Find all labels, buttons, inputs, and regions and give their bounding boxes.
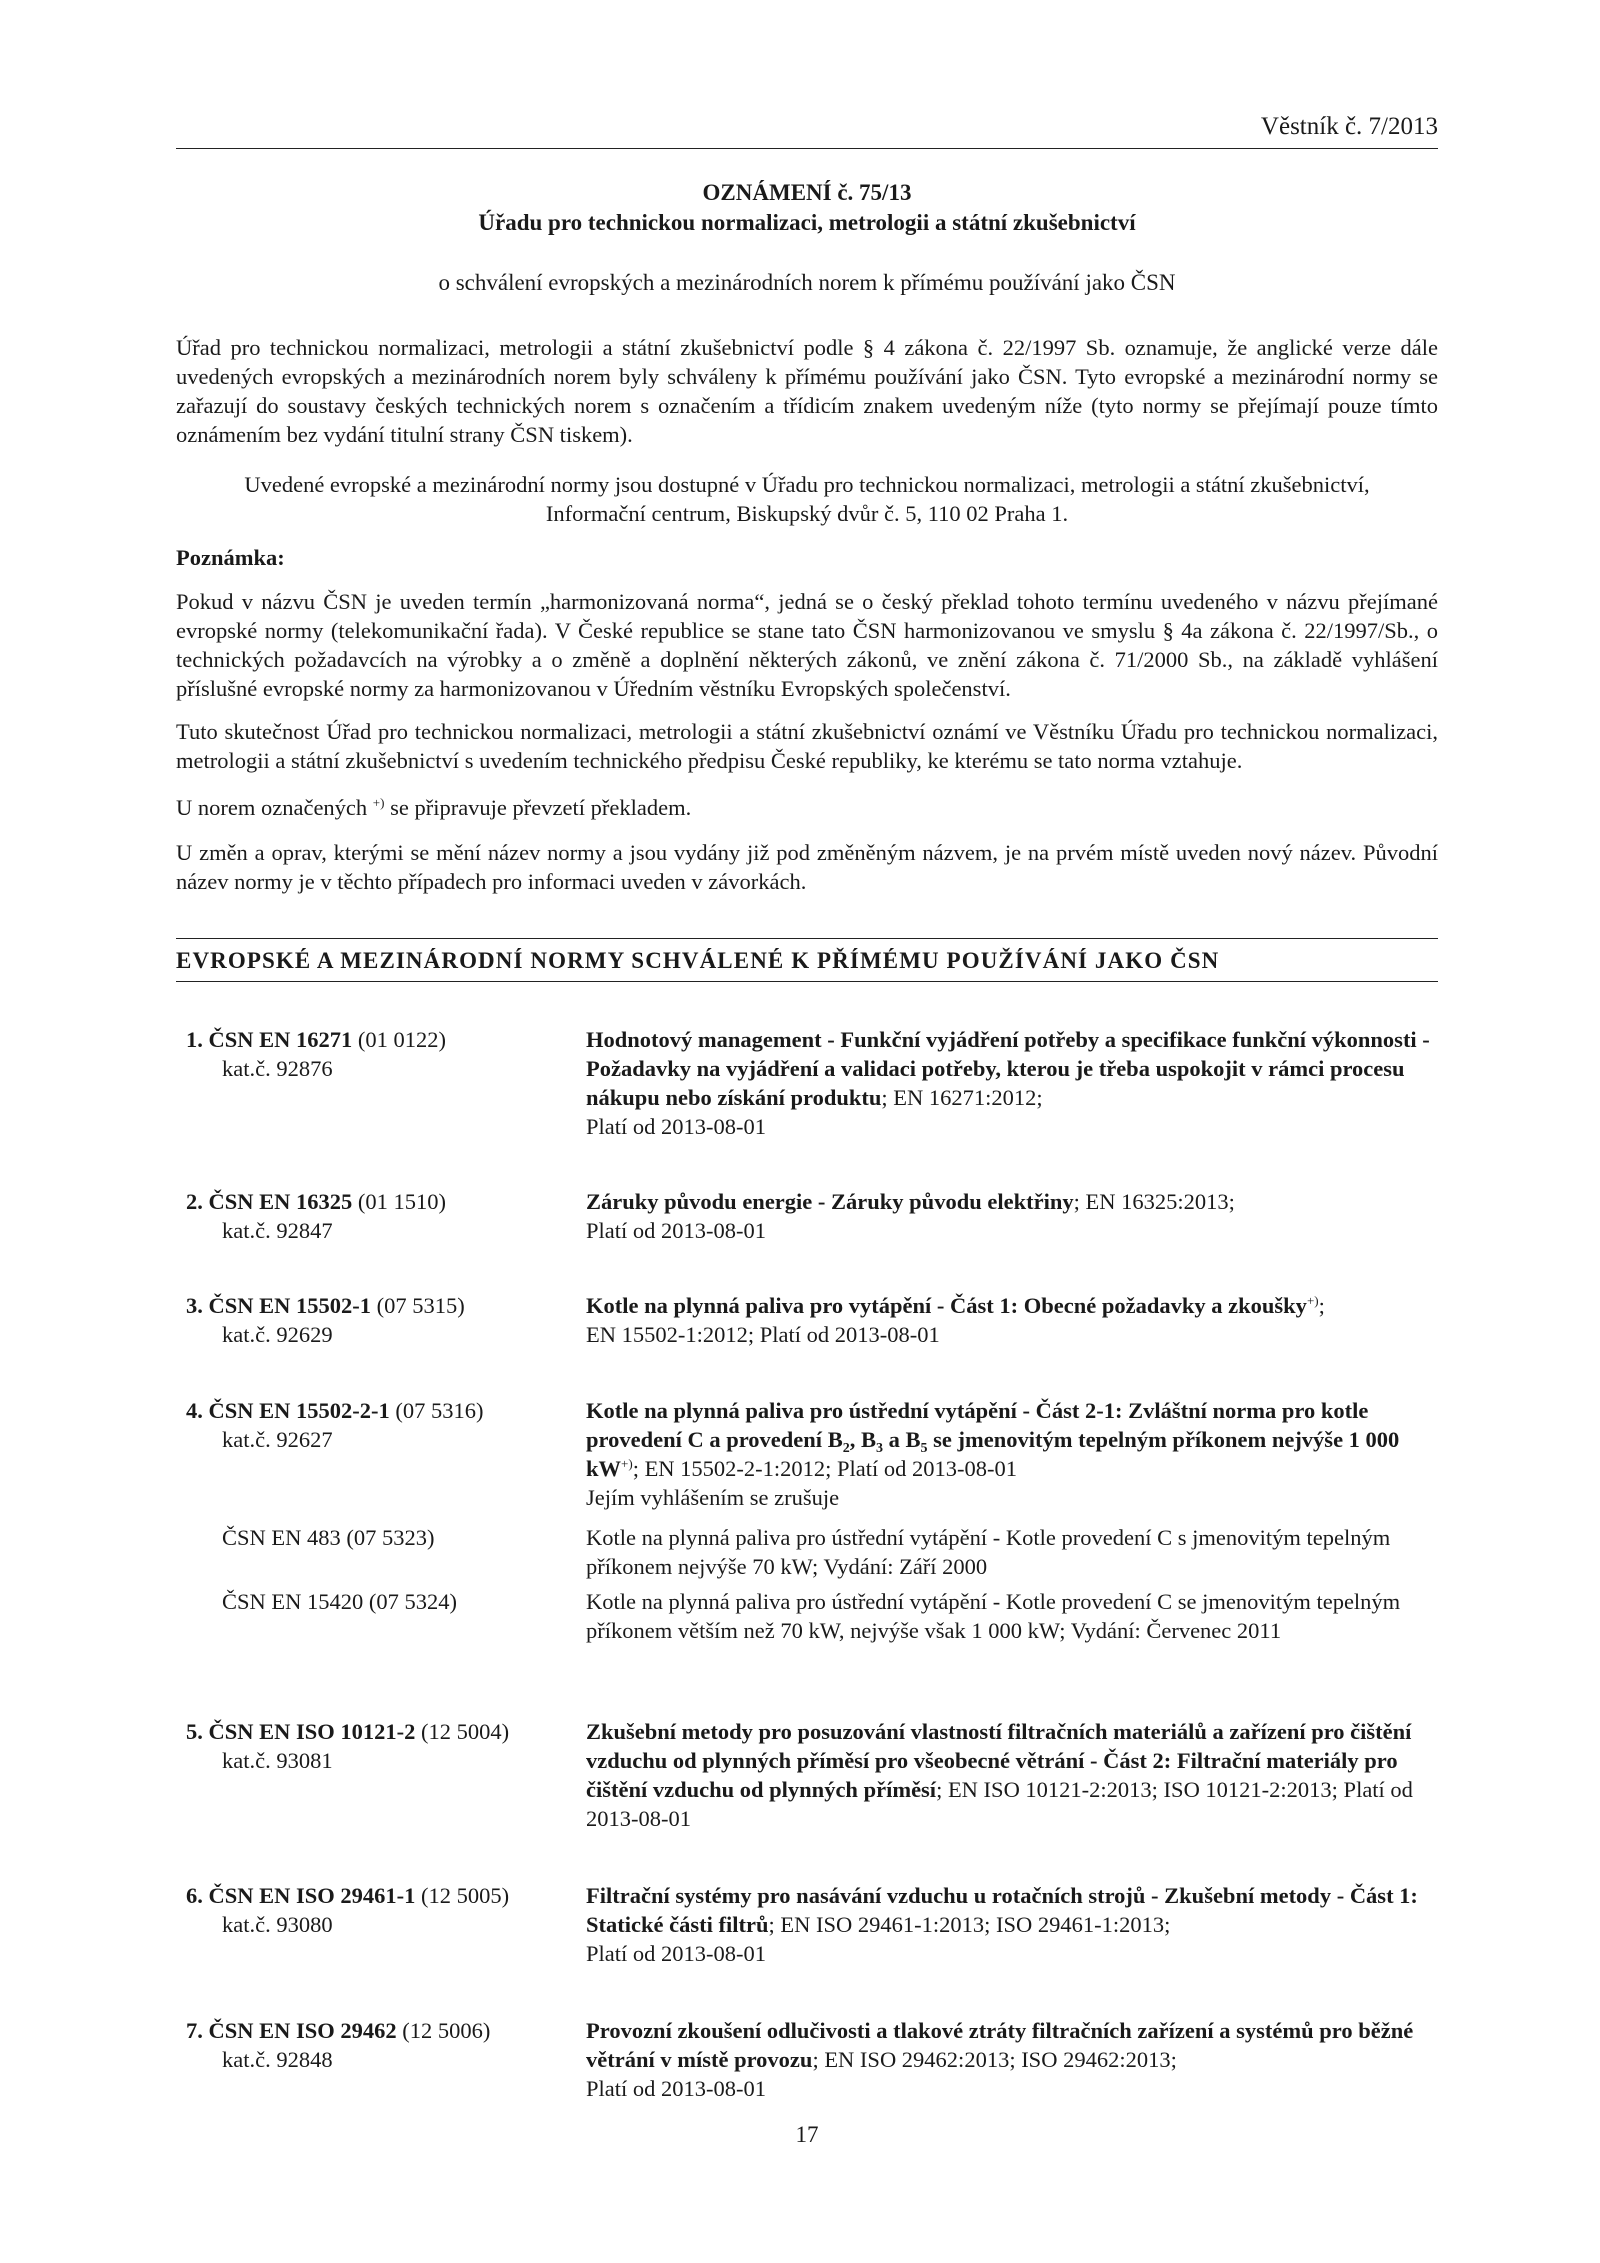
entry-id bbox=[186, 1187, 566, 1245]
page-header bbox=[176, 110, 1438, 149]
entry-class: (12 5004) bbox=[421, 1719, 510, 1744]
entry-valid: Platí od 2013-08-01 bbox=[586, 1114, 766, 1139]
note-p3-text-a: U norem označených bbox=[176, 795, 373, 820]
announcement-number: OZNÁMENÍ č. 75/13 bbox=[702, 180, 912, 205]
entry-cancel-note: Jejím vyhlášením se zrušuje bbox=[586, 1485, 840, 1510]
entry-kat: kat.č. 93080 bbox=[222, 1912, 333, 1937]
entry-description bbox=[586, 2016, 1438, 2103]
announcement-title bbox=[176, 178, 1438, 298]
entry-id bbox=[186, 1396, 566, 1454]
entry-code: ČSN EN 16271 bbox=[208, 1027, 353, 1052]
entry-class: (07 5316) bbox=[395, 1398, 484, 1423]
entry-code: ČSN EN 15502-2-1 bbox=[208, 1398, 390, 1423]
entry-code: ČSN EN ISO 29462 bbox=[208, 2018, 397, 2043]
entry-valid: Platí od 2013-08-01 bbox=[586, 2076, 766, 2101]
entry-id bbox=[186, 2016, 566, 2074]
journal-issue: Věstník č. 7/2013 bbox=[1260, 113, 1438, 140]
note-p3-sup: +) bbox=[372, 795, 385, 810]
entry-ref: ; bbox=[1318, 1293, 1325, 1318]
entry-description bbox=[586, 1396, 1438, 1512]
entry-description bbox=[586, 1717, 1438, 1833]
intro-paragraph: Úřad pro technickou normalizaci, metrologii a státní zkušebnictví podle § 4 zákona č. 22/1997 Sb. oznamuje, že anglické verze dále uvedených evropských a mezinárodních norem byly schváleny k přímému používání jako ČSN. Tyto evropské a mezinárodní normy se zařazují do soustavy českých technických norem s označením a třídicím znakem uvedeným níže (tyto normy se přejímají pouze tímto oznámením bez vydání titulní strany ČSN tiskem). bbox=[176, 335, 1438, 447]
entry-class: (01 0122) bbox=[357, 1027, 447, 1052]
note-label: Poznámka: bbox=[176, 545, 285, 570]
entry-sup: +) bbox=[1306, 1293, 1319, 1308]
entry-number: 4. bbox=[186, 1398, 203, 1423]
entry-ref: ; EN 16325:2013; bbox=[1073, 1189, 1235, 1214]
entry-id bbox=[186, 1717, 566, 1775]
page-number: 17 bbox=[795, 2122, 819, 2147]
entry-number: 3. bbox=[186, 1293, 203, 1318]
entry-title: Kotle na plynná paliva pro vytápění - Část 1: Obecné požadavky a zkoušky bbox=[586, 1293, 1307, 1318]
entry-code: ČSN EN ISO 10121-2 bbox=[208, 1719, 416, 1744]
announcement-subject: o schválení evropských a mezinárodních norem k přímému používání jako ČSN bbox=[438, 270, 1176, 295]
entry-code: ČSN EN 15502-1 bbox=[208, 1293, 372, 1318]
entry-description bbox=[586, 1187, 1438, 1245]
document-page bbox=[176, 0, 1438, 2263]
entry-id bbox=[186, 1291, 566, 1349]
entry-ref: ; EN ISO 10121-2:2013; ISO 10121-2:2013; Platí od 2013-08-01 bbox=[586, 1777, 1413, 1831]
availability-paragraph bbox=[176, 470, 1438, 528]
entry-title-part: a B bbox=[882, 1427, 921, 1452]
subscript: 2 bbox=[842, 1441, 850, 1456]
entry-title: Provozní zkoušení odlučivosti a tlakové ztráty filtračních zařízení a systémů pro běžné větrání v místě provozu bbox=[586, 2018, 1414, 2072]
entry-kat: kat.č. 92876 bbox=[222, 1056, 333, 1081]
note-paragraph-2: Tuto skutečnost Úřad pro technickou normalizaci, metrologii a státní zkušebnictví oznámí ve Věstníku Úřadu pro technickou normalizaci, metrologii a státní zkušebnictví s uvedením technického předpisu České republiky, ke kterému se tato norma vztahuje. bbox=[176, 719, 1438, 773]
entry-code: ČSN EN ISO 29461-1 bbox=[208, 1883, 416, 1908]
entry-ref: ; EN ISO 29462:2013; ISO 29462:2013; bbox=[812, 2047, 1177, 2072]
entry-class: (07 5315) bbox=[376, 1293, 465, 1318]
entry-code: ČSN EN 16325 bbox=[208, 1189, 353, 1214]
entry-title-part: Kotle na plynná paliva pro ústřední vytápění - Část 2-1: Zvláštní norma pro kotle provedení C a provedení B bbox=[586, 1398, 1369, 1452]
entry-kat: kat.č. 92627 bbox=[222, 1427, 333, 1452]
entry-title: Záruky původu energie - Záruky původu elektřiny bbox=[586, 1189, 1074, 1214]
entry-ref: ; EN 15502-2-1:2012; Platí od 2013-08-01 bbox=[632, 1456, 1018, 1481]
entry-number: 2. bbox=[186, 1189, 203, 1214]
entry-number: 6. bbox=[186, 1883, 203, 1908]
entry-valid: Platí od 2013-08-01 bbox=[586, 1218, 766, 1243]
issuing-office: Úřadu pro technickou normalizaci, metrologii a státní zkušebnictví bbox=[478, 210, 1136, 235]
replaced-code: ČSN EN 15420 (07 5324) bbox=[222, 1589, 457, 1614]
entry-description bbox=[586, 1881, 1438, 1968]
availability-line-1: Uvedené evropské a mezinárodní normy jsou dostupné v Úřadu pro technickou normalizaci, metrologii a státní zkušebnictví, bbox=[244, 472, 1370, 497]
entry-sup: +) bbox=[621, 1456, 633, 1471]
note-paragraph-1: Pokud v názvu ČSN je uveden termín „harmonizovaná norma“, jedná se o český překlad tohoto termínu uvedeného v názvu přejímané evropské normy (telekomunikační řada). V České republice se stane tato ČSN harmonizovanou ve smyslu § 4a zákona č. 22/1997/Sb., o technických požadavcích na výrobky a o změně a doplnění některých zákonů, ve znění zákona č. 71/2000 Sb., na základě vyhlášení příslušné evropské normy za harmonizovanou v Úředním věstníku Evropských společenství. bbox=[176, 589, 1438, 701]
note-p3-text-b: se připravuje převzetí překladem. bbox=[384, 795, 692, 820]
entry-title-part: se jmenovitým tepelným příkonem nejvýše 1 000 kW bbox=[586, 1427, 1400, 1481]
section-title: EVROPSKÉ A MEZINÁRODNÍ NORMY SCHVÁLENÉ K PŘÍMÉMU POUŽÍVÁNÍ JAKO ČSN bbox=[176, 948, 1220, 973]
subscript: 3 bbox=[875, 1441, 883, 1456]
subscript: 5 bbox=[920, 1441, 928, 1456]
entry-ref: ; EN ISO 29461-1:2013; ISO 29461-1:2013; bbox=[768, 1912, 1171, 1937]
availability-line-2: Informační centrum, Biskupský dvůr č. 5, 110 02 Praha 1. bbox=[545, 501, 1069, 526]
entry-description bbox=[586, 1025, 1438, 1141]
entry-title: Filtrační systémy pro nasávání vzduchu u rotačních strojů - Zkušební metody - Část 1: Statické části filtrů bbox=[586, 1883, 1418, 1937]
entry-class: (12 5006) bbox=[402, 2018, 491, 2043]
entry-kat: kat.č. 93081 bbox=[222, 1748, 333, 1773]
entry-id bbox=[186, 1025, 566, 1083]
entry-class: (12 5005) bbox=[421, 1883, 510, 1908]
entry-title: Zkušební metody pro posuzování vlastností filtračních materiálů a zařízení pro čištění vzduchu od plynných příměsí pro všeobecné větrání - Část 2: Filtrační materiály pro čištění vzduchu od plynných příměsí bbox=[586, 1719, 1412, 1802]
entry-number: 5. bbox=[186, 1719, 203, 1744]
entry-id bbox=[186, 1881, 566, 1939]
entry-description bbox=[586, 1291, 1438, 1349]
entry-kat: kat.č. 92847 bbox=[222, 1218, 333, 1243]
entry-ref: ; EN 16271:2012; bbox=[881, 1085, 1043, 1110]
entry-valid: Platí od 2013-08-01 bbox=[586, 1941, 766, 1966]
entry-valid: EN 15502-1:2012; Platí od 2013-08-01 bbox=[586, 1322, 940, 1347]
note-paragraph-4: U změn a oprav, kterými se mění název normy a jsou vydány již pod změněným názvem, je na prvém místě uveden nový název. Původní název normy je v těchto případech pro informaci uveden v závorkách. bbox=[176, 840, 1438, 894]
entry-class: (01 1510) bbox=[357, 1189, 447, 1214]
replaced-code: ČSN EN 483 (07 5323) bbox=[222, 1525, 435, 1550]
entry-kat: kat.č. 92848 bbox=[222, 2047, 333, 2072]
section-header bbox=[176, 938, 1438, 982]
entry-title: Hodnotový management - Funkční vyjádření potřeby a specifikace funkční výkonnosti - Požadavky na vyjádření a validaci potřeby, kterou je třeba uspokojit v rámci procesu nákupu nebo získání produktu bbox=[586, 1027, 1430, 1110]
replaced-description: Kotle na plynná paliva pro ústřední vytápění - Kotle provedení C se jmenovitým tepelným příkonem větším než 70 kW, nejvýše však 1 000 kW; Vydání: Červenec 2011 bbox=[586, 1589, 1401, 1643]
note-paragraph-3 bbox=[176, 793, 1438, 822]
replaced-description: Kotle na plynná paliva pro ústřední vytápění - Kotle provedení C s jmenovitým tepelným příkonem nejvýše 70 kW; Vydání: Září 2000 bbox=[586, 1525, 1391, 1579]
entry-number: 7. bbox=[186, 2018, 203, 2043]
entry-title-part: , B bbox=[849, 1427, 876, 1452]
entry-kat: kat.č. 92629 bbox=[222, 1322, 333, 1347]
entry-number: 1. bbox=[186, 1027, 203, 1052]
